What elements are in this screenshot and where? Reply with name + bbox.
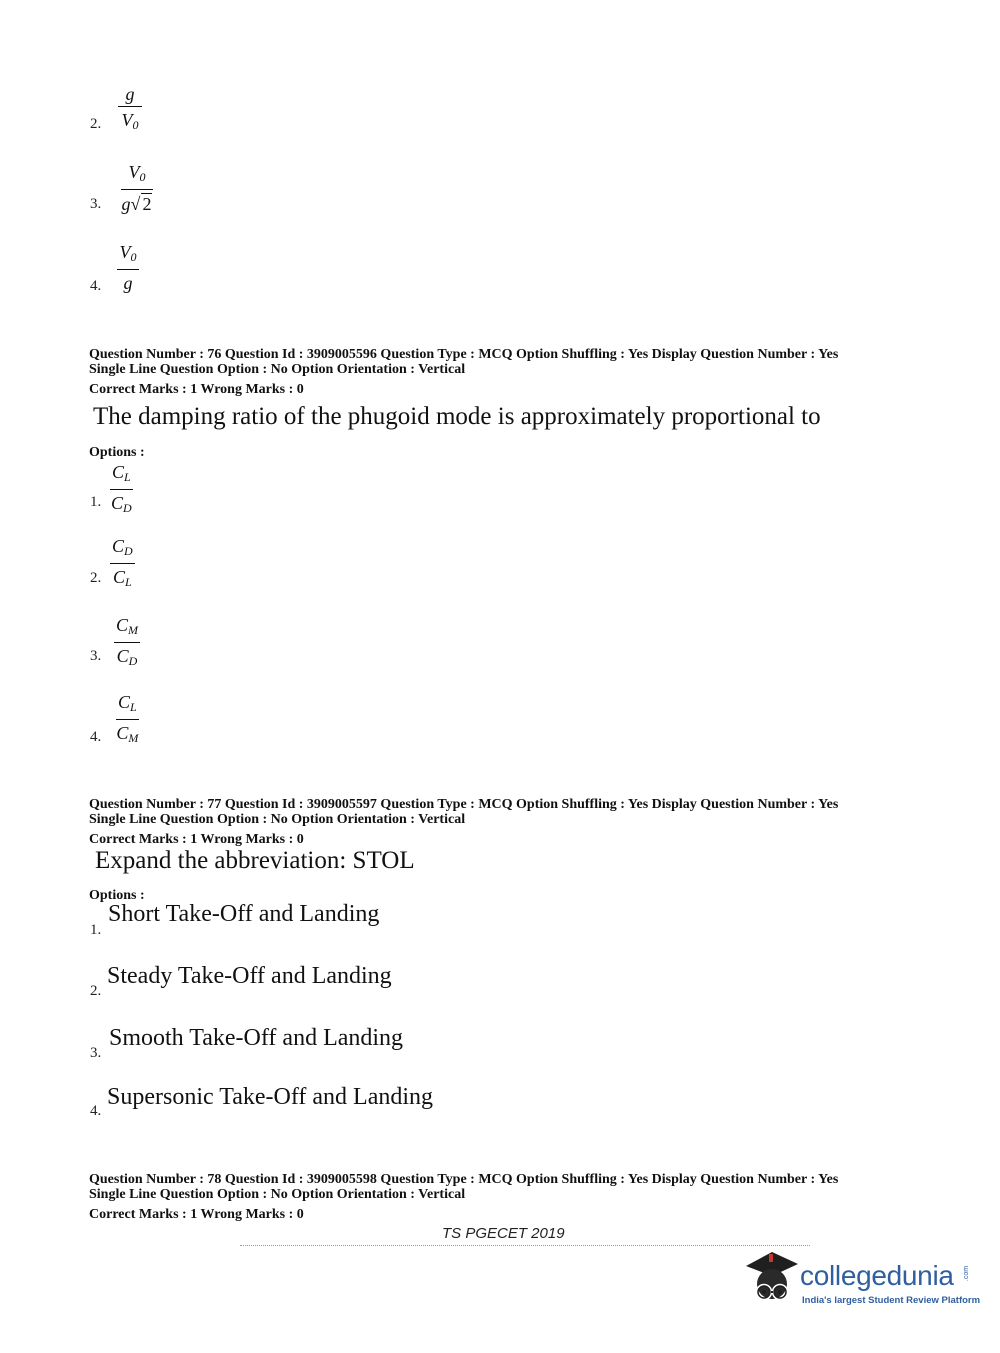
logo-tagline: India's largest Student Review Platform — [802, 1295, 981, 1306]
question-meta: Question Number : 76 Question Id : 3909005596 Question Type : MCQ Option Shuffling : Yes Display Question Number : Yes — [89, 347, 839, 362]
question-meta: Single Line Question Option : No Option Orientation : Vertical — [89, 362, 466, 377]
question-meta: Question Number : 78 Question Id : 3909005598 Question Type : MCQ Option Shuffling : Yes Display Question Number : Yes — [89, 1172, 839, 1187]
graduate-mascot-icon — [742, 1246, 802, 1308]
option-number: 3. — [90, 648, 102, 664]
option-fraction — [117, 242, 139, 293]
question-marks: Correct Marks : 1 Wrong Marks : 0 — [89, 832, 304, 847]
option-fraction: $\frac{C_L}{C_M}$ — [116, 692, 139, 745]
option-number: 4. — [90, 729, 102, 745]
numerator: g — [125, 84, 135, 104]
question-meta: Single Line Question Option : No Option Orientation : Vertical — [89, 812, 466, 827]
numerator-subscript: 0 — [130, 250, 137, 264]
logo-wordmark: collegedunia — [800, 1260, 954, 1291]
sqrt-argument: 2 — [142, 194, 152, 214]
numerator-subscript: 0 — [139, 170, 146, 184]
option-number: 3. — [90, 196, 102, 212]
option-number: 2. — [90, 570, 102, 586]
question-meta: Single Line Question Option : No Option Orientation : Vertical — [89, 1187, 466, 1202]
exam-footer: TS PGECET 2019 — [442, 1225, 565, 1242]
option-fraction — [118, 84, 142, 135]
option-text: Short Take-Off and Landing — [108, 901, 380, 927]
question-marks: Correct Marks : 1 Wrong Marks : 0 — [89, 382, 304, 397]
numerator: V — [128, 162, 140, 182]
option-text: Supersonic Take-Off and Landing — [107, 1084, 434, 1110]
option-text: Steady Take-Off and Landing — [107, 963, 392, 989]
option-number: 1. — [90, 922, 102, 938]
footer-divider — [240, 1245, 810, 1246]
option-number: 4. — [90, 1103, 102, 1119]
option-number: 1. — [90, 494, 102, 510]
option-text: Smooth Take-Off and Landing — [109, 1025, 404, 1051]
option-fraction: $\frac{V_0}{g√ 2}$ — [121, 162, 152, 214]
question-text: The damping ratio of the phugoid mode is approximately proportional to — [93, 403, 821, 430]
denominator-subscript: 0 — [132, 118, 139, 132]
option-number: 2. — [90, 983, 102, 999]
logo-com: .com — [963, 1265, 971, 1282]
collegedunia-logo — [742, 1246, 982, 1316]
denominator: g — [121, 194, 131, 214]
option-number: 4. — [90, 278, 102, 294]
option-fraction: $\frac{C_M}{C_D}$ — [116, 615, 139, 668]
option-number: 2. — [90, 116, 102, 132]
options-label: Options : — [89, 445, 145, 460]
option-fraction: $\frac{C_L}{C_D}$ — [111, 462, 132, 515]
numerator: V — [119, 242, 131, 262]
denominator: g — [123, 273, 133, 293]
options-label: Options : — [89, 888, 145, 903]
question-marks: Correct Marks : 1 Wrong Marks : 0 — [89, 1207, 304, 1222]
option-fraction: $\frac{C_D}{C_L}$ — [112, 536, 133, 589]
option-number: 3. — [90, 1045, 102, 1061]
denominator: V — [121, 110, 133, 130]
question-text: Expand the abbreviation: STOL — [95, 847, 415, 874]
question-meta: Question Number : 77 Question Id : 3909005597 Question Type : MCQ Option Shuffling : Yes Display Question Number : Yes — [89, 797, 839, 812]
